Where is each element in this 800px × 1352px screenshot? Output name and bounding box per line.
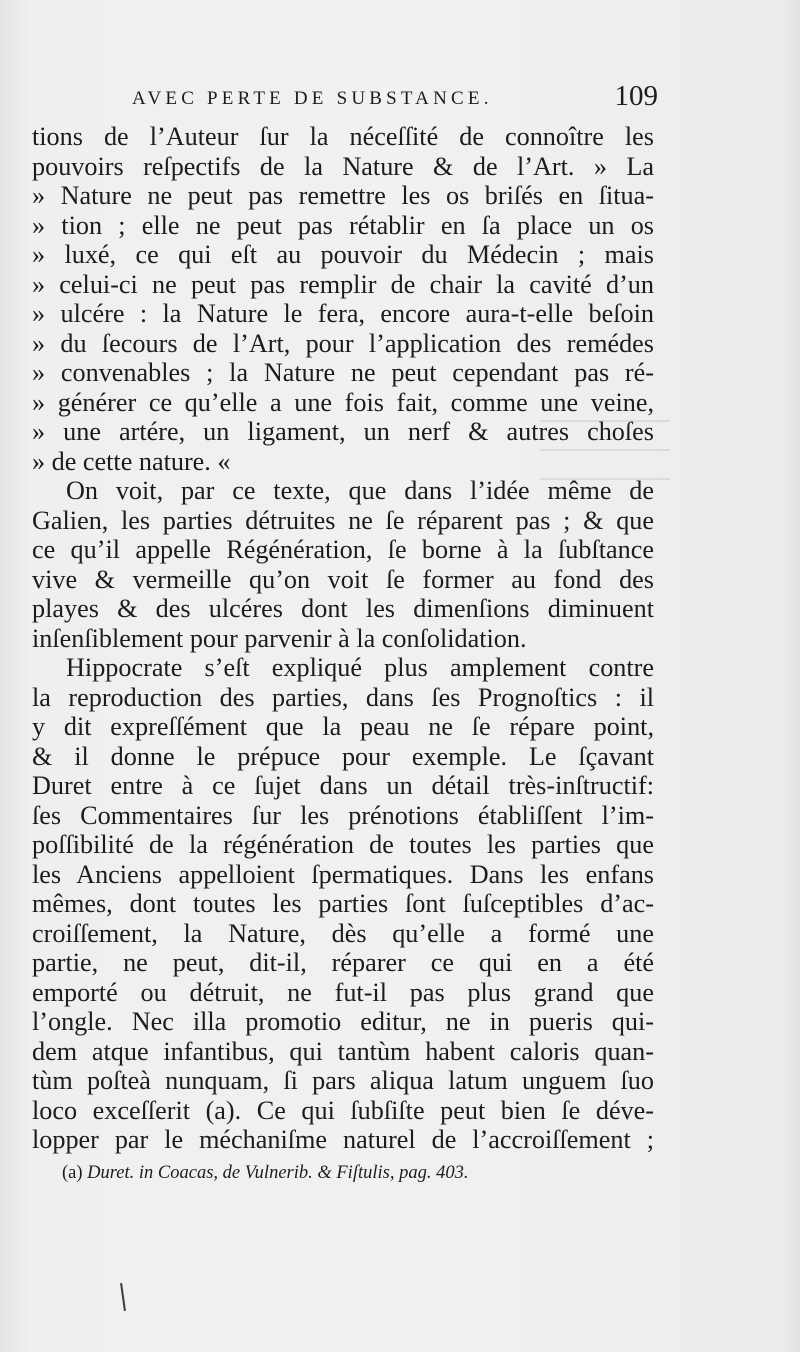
body-text bbox=[32, 122, 654, 1155]
footnote-marker: (a) bbox=[62, 1163, 83, 1183]
text-line: la reproduction des parties, dans ſes Prognoſtics : il bbox=[32, 682, 654, 712]
text-line: poſſibilité de la régénération de toutes les parties que bbox=[32, 830, 654, 859]
running-title: AVEC PERTE DE SUBSTANCE. bbox=[132, 88, 493, 109]
text-line: » tion ; elle ne peut pas rétablir en ſa place un os bbox=[32, 210, 654, 240]
text-line: playes & des ulcéres dont les dimenſions diminuent bbox=[32, 594, 654, 623]
text-line: vive & vermeille qu’on voit ſe former au fond des bbox=[32, 564, 654, 594]
text-line: » convenables ; la Nature ne peut cependant pas ré- bbox=[32, 358, 654, 387]
text-line: » de cette nature. « bbox=[32, 446, 231, 476]
footnote bbox=[62, 1163, 662, 1184]
text-line: pouvoirs reſpectifs de la Nature & de l’Art. » La bbox=[32, 151, 654, 181]
text-line: » une artére, un ligament, un nerf & autres choſes bbox=[32, 417, 654, 446]
text-line: Galien, les parties détruites ne ſe réparent pas ; & que bbox=[32, 505, 654, 535]
footnote-text: Duret. in Coacas, de Vulnerib. & Fiſtulis, pag. 403. bbox=[87, 1163, 469, 1183]
page-header bbox=[128, 80, 658, 122]
text-line: On voit, par ce texte, que dans l’idée même de bbox=[66, 476, 654, 505]
text-line: » Nature ne peut pas remettre les os briſés en ſitua- bbox=[32, 181, 654, 210]
text-line: emporté ou détruit, ne fut-il pas plus grand que bbox=[32, 977, 654, 1007]
text-line: y dit expreſſément que la peau ne ſe répare point, bbox=[32, 712, 654, 741]
text-line: dem atque infantibus, qui tantùm habent caloris quan- bbox=[32, 1036, 654, 1066]
text-line: les Anciens appelloient ſpermatiques. Dans les enfans bbox=[32, 859, 654, 889]
show-through-shadow bbox=[540, 420, 670, 480]
text-line: inſenſiblement pour parvenir à la conſolidation. bbox=[32, 623, 527, 653]
text-line: ſes Commentaires ſur les prénotions établiſſent l’im- bbox=[32, 800, 654, 830]
text-line: lopper par le méchaniſme naturel de l’accroiſſement ; bbox=[32, 1125, 654, 1154]
text-line: mêmes, dont toutes les parties ſont ſuſceptibles d’ac- bbox=[32, 889, 654, 918]
text-line: tions de l’Auteur ſur la néceſſité de connoître les bbox=[32, 122, 654, 151]
text-line: » ulcére : la Nature le fera, encore aura-t-elle beſoin bbox=[32, 299, 654, 328]
text-line: » générer ce qu’elle a une fois fait, comme une veine, bbox=[32, 387, 654, 417]
text-line: partie, ne peut, dit-il, réparer ce qui en a été bbox=[32, 948, 654, 977]
text-line: Duret entre à ce ſujet dans un détail très-inſtructif: bbox=[32, 771, 654, 800]
text-line: loco exceſſerit (a). Ce qui ſubſiſte peut bien ſe déve- bbox=[32, 1095, 654, 1125]
text-line: » celui-ci ne peut pas remplir de chair la cavité d’un bbox=[32, 269, 654, 299]
text-line: tùm poſteà nunquam, ſi pars aliqua latum unguem ſuo bbox=[32, 1066, 654, 1095]
page-number: 109 bbox=[614, 80, 658, 112]
text-line: & il donne le prépuce pour exemple. Le ſçavant bbox=[32, 741, 654, 771]
text-line: croiſſement, la Nature, dès qu’elle a formé une bbox=[32, 918, 654, 948]
text-line: ce qu’il appelle Régénération, ſe borne à la ſubſtance bbox=[32, 535, 654, 564]
text-line: l’ongle. Nec illa promotio editur, ne in pueris qui- bbox=[32, 1007, 654, 1036]
text-line: » du ſecours de l’Art, pour l’application des remédes bbox=[32, 328, 654, 358]
text-line: » luxé, ce qui eſt au pouvoir du Médecin ; mais bbox=[32, 240, 654, 269]
margin-mark bbox=[120, 1283, 126, 1311]
text-line: Hippocrate s’eſt expliqué plus amplement contre bbox=[66, 653, 654, 682]
